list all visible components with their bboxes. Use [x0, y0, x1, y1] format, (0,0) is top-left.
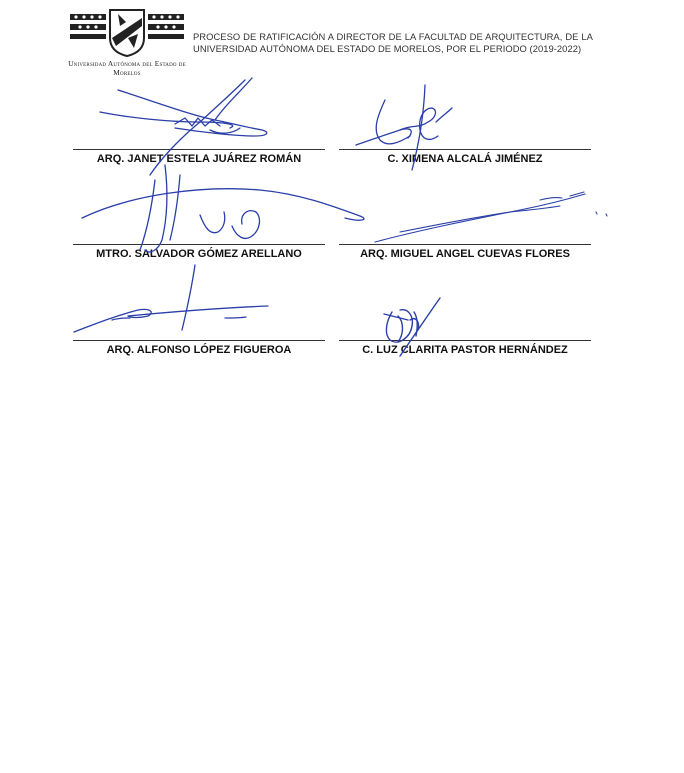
signature-line [73, 340, 325, 341]
signature-block [73, 340, 325, 356]
signature-5-scribble [74, 265, 268, 332]
signature-line [73, 244, 325, 245]
university-logo [62, 8, 192, 77]
signature-block [339, 244, 591, 260]
document-title: PROCESO DE RATIFICACIÓN A DIRECTOR DE LA FACULTAD DE ARQUITECTURA, DE LA UNIVERSIDAD AUTÓNOMA DEL ESTADO DE MORELOS, POR EL PERIODO (2019-2022) [193, 31, 593, 54]
signature-line [339, 340, 591, 341]
signature-block [73, 149, 325, 165]
university-seal-icon [68, 8, 186, 58]
signature-line [339, 149, 591, 150]
signatory-name: ARQ. MIGUEL ANGEL CUEVAS FLORES [360, 248, 570, 260]
signatory-name: C. LUZ CLARITA PASTOR HERNÁNDEZ [362, 344, 568, 356]
signature-4-scribble [375, 192, 607, 242]
signatory-name: ARQ. JANET ESTELA JUÁREZ ROMÁN [96, 153, 302, 165]
signatory-name: ARQ. ALFONSO LÓPEZ FIGUEROA [106, 344, 292, 356]
signature-line [339, 244, 591, 245]
institution-caption: Universidad Autónoma del Estado de Morelos [68, 59, 186, 77]
signature-block [339, 340, 591, 356]
signature-block [73, 244, 325, 260]
signatory-name: MTRO. SALVADOR GÓMEZ ARELLANO [96, 248, 302, 260]
signature-3-scribble [82, 165, 364, 252]
signatory-name: C. XIMENA ALCALÁ JIMÉNEZ [387, 153, 543, 165]
signature-block [339, 149, 591, 165]
signature-line [73, 149, 325, 150]
